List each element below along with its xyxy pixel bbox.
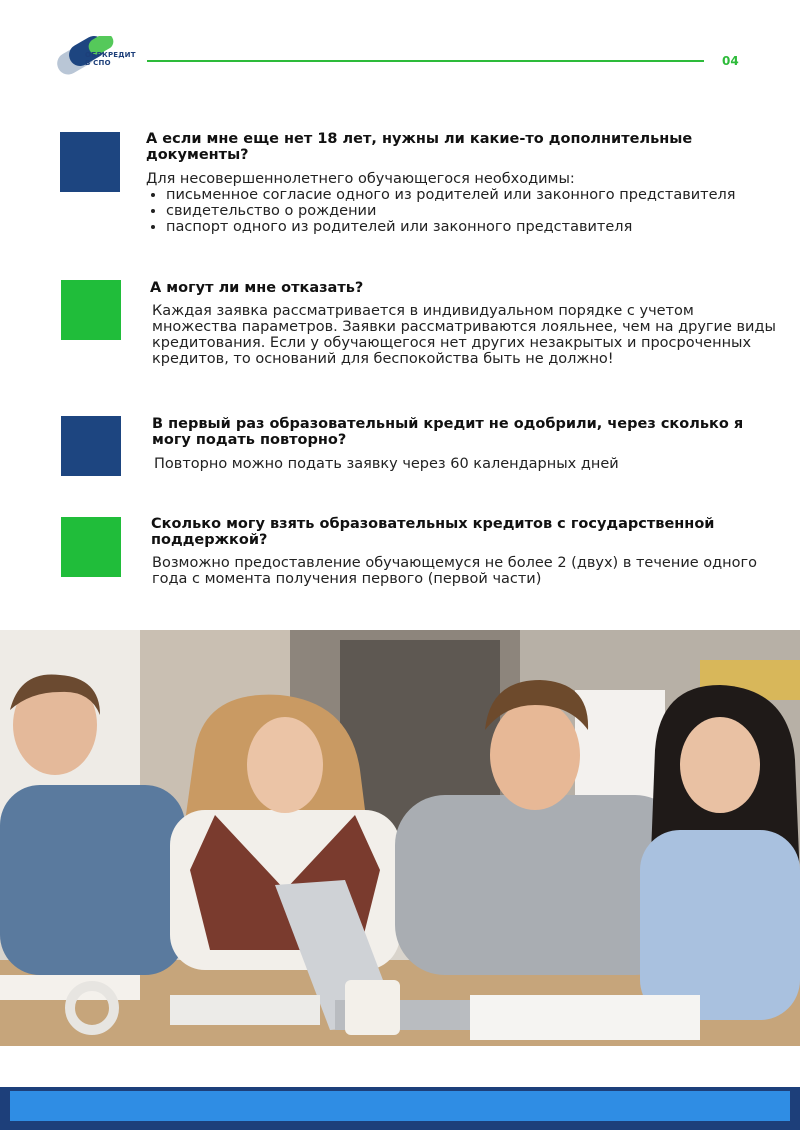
blue-square-2: [61, 416, 121, 476]
footer-bar-inner: [10, 1091, 790, 1121]
green-square-1: [61, 280, 121, 340]
logo-line1: ОБРКРЕДИТ: [85, 51, 136, 59]
list-item: • свидетельство о рождении: [166, 203, 766, 219]
header-divider: [147, 60, 704, 62]
green-square-2: [61, 517, 121, 577]
faq-answer-3: Повторно можно подать заявку через 60 календарных дней: [154, 456, 619, 472]
list-item: • паспорт одного из родителей или законного представителя: [166, 219, 766, 235]
students-photo: [0, 630, 800, 1046]
blue-square-1: [60, 132, 120, 192]
faq-answer-1-intro: Для несовершеннолетнего обучающегося необходимы:: [146, 171, 575, 187]
faq-question-4: Сколько могу взять образовательных кредитов с государственной поддержкой?: [151, 516, 715, 548]
faq-answer-4: Возможно предоставление обучающемуся не более 2 (двух) в течение одного года с момента получения первого (первой части): [152, 555, 758, 587]
logo-text: [85, 51, 136, 67]
list-item: • письменное согласие одного из родителей или законного представителя: [166, 187, 766, 203]
faq-question-3: В первый раз образовательный кредит не одобрили, через сколько я могу подать повторно?: [152, 416, 744, 448]
faq-question-1: А если мне еще нет 18 лет, нужны ли какие-то дополнительные документы?: [146, 131, 693, 163]
faq-question-2: А могут ли мне отказать?: [150, 280, 364, 296]
logo: [54, 36, 134, 76]
faq-answer-1-list: [146, 187, 766, 235]
logo-line2: В СПО: [85, 59, 111, 67]
faq-answer-1: [146, 171, 766, 235]
faq-answer-2: Каждая заявка рассматривается в индивидуальном порядке с учетом множества параметров. Заявки рассматриваются лояльнее, чем на другие виды кредитования. Если у обучающегося нет других незакрытых и просроченных кредитов, то оснований для беспокойства быть не должно!: [152, 303, 776, 367]
page-number: 04: [722, 54, 739, 68]
